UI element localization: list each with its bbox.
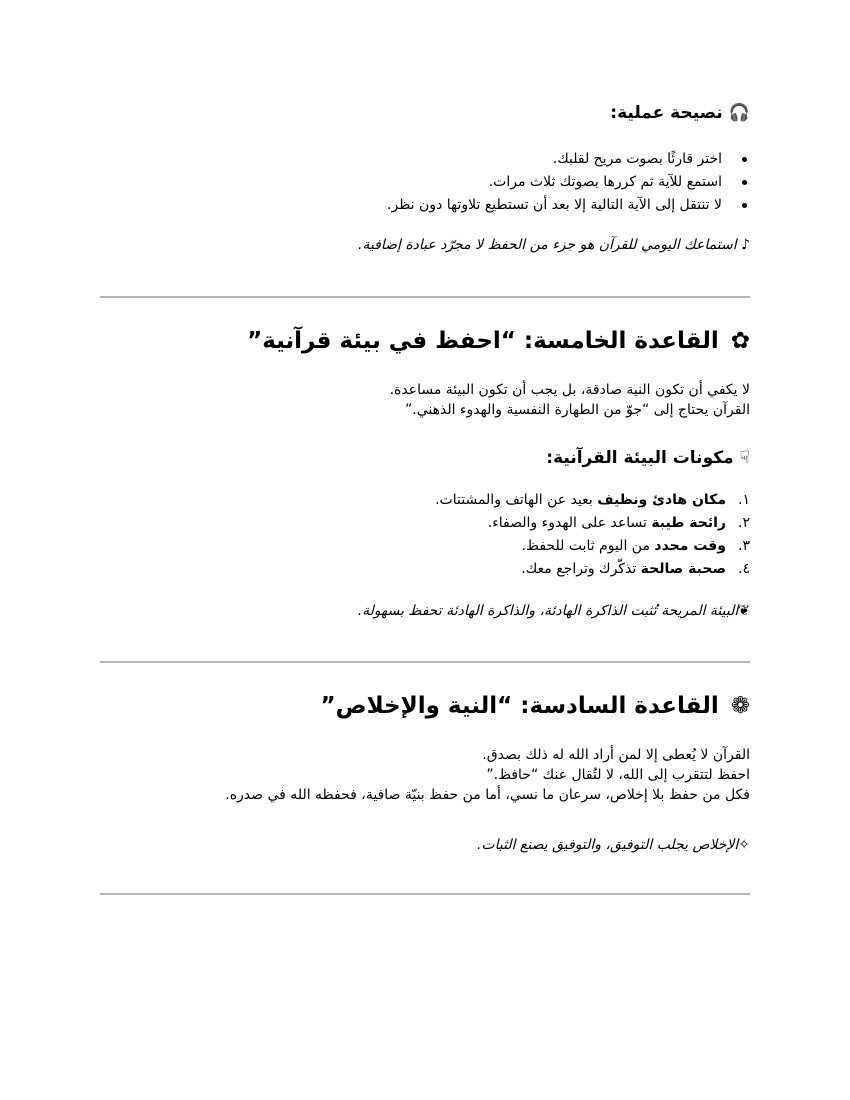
section-divider: [100, 893, 750, 895]
section-divider: [100, 661, 750, 663]
paragraph-line: فكل من حفظ بلا إخلاص، سرعان ما نسي، أما من حفظ بنيّة صافية، فحفظه الله في صدره.: [225, 787, 750, 803]
flower-icon: ✿: [730, 328, 750, 354]
section-divider: [100, 296, 750, 298]
tip-note-text: استماعك اليومي للقرآن هو جزء من الحفظ لا مجرّد عبادة إضافية.: [357, 237, 737, 253]
rule5-subheading: [546, 448, 750, 468]
rule5-title: [247, 328, 750, 354]
sparkle-icon: ✧: [738, 837, 750, 853]
rule6-note-text: الإخلاص يجلب التوفيق، والتوفيق يصنع الثبات.: [476, 837, 739, 853]
rule5-subheading-text: مكونات البيئة القرآنية:: [546, 448, 734, 468]
rule5-title-text: القاعدة الخامسة: “احفظ في بيئة قرآنية”: [247, 328, 719, 354]
rule6-title: [321, 693, 750, 719]
paragraph-line: القرآن يحتاج إلى “جوّ من الطهارة النفسية والهدوء الذهني.”: [405, 402, 750, 418]
list-item: ١.مكان هادئ ونظيف بعيد عن الهاتف والمشتتات.: [435, 492, 750, 508]
paragraph-line: القرآن لا يُعطى إلا لمن أراد الله له ذلك بصدق.: [482, 747, 750, 763]
leaf-icon: ❦: [738, 603, 750, 619]
tip-list: [387, 148, 750, 217]
list-item: استمع للآية ثم كررها بصوتك ثلاث مرات.: [387, 171, 750, 194]
rule5-intro: [390, 380, 750, 420]
rule5-note-text: البيئة المريحة تُثبت الذاكرة الهادئة، والذاكرة الهادئة تحفظ بسهولة.: [357, 603, 739, 619]
sun-flower-icon: ❁: [730, 693, 750, 719]
headphones-icon: 🎧: [728, 103, 750, 123]
music-note-icon: ♪: [741, 237, 750, 253]
paragraph-line: احفظ لتتقرب إلى الله، لا لتُقال عنك “حافظ.”: [486, 767, 750, 783]
list-item: ٣.وقت محدد من اليوم ثابت للحفظ.: [521, 538, 750, 554]
tip-heading-text: نصيحة عملية:: [610, 103, 723, 123]
tip-note: [358, 237, 750, 253]
list-item: ٢.رائحة طيبة تساعد على الهدوء والصفاء.: [487, 515, 750, 531]
list-item: ٤.صحبة صالحة تذكّرك وتراجع معك.: [521, 561, 750, 577]
rule5-note: [358, 603, 750, 619]
pointing-hand-icon: ☟: [739, 448, 750, 468]
rule6-intro: [225, 745, 750, 805]
rule6-note: [477, 837, 750, 853]
rule5-list: [435, 489, 750, 581]
list-item: اختر قارئًا بصوت مريح لقلبك.: [387, 148, 750, 171]
paragraph-line: لا يكفي أن تكون النية صادقة، بل يجب أن تكون البيئة مساعدة.: [389, 382, 750, 398]
tip-heading: [610, 103, 750, 123]
list-item: لا تنتقل إلى الآية التالية إلا بعد أن تستطيع تلاوتها دون نظر.: [387, 194, 750, 217]
rule6-title-text: القاعدة السادسة: “النية والإخلاص”: [320, 693, 719, 719]
